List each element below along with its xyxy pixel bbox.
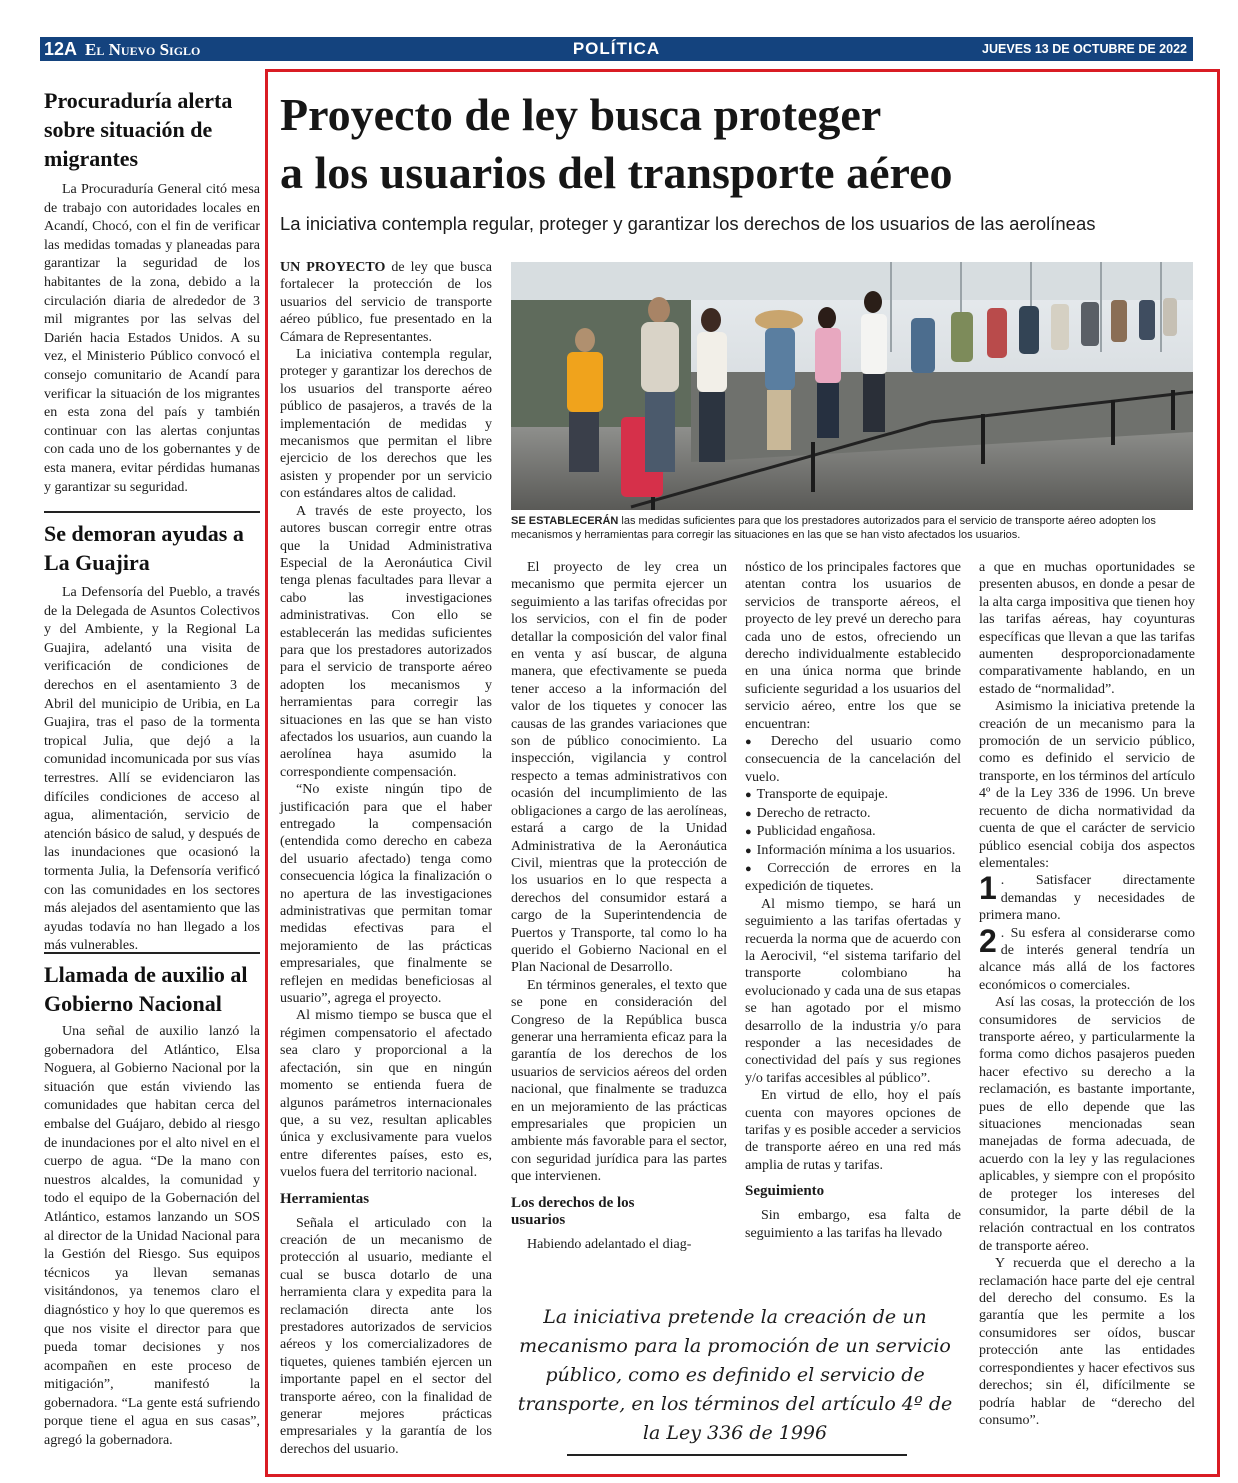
page-number: 12A (44, 39, 78, 59)
sidebar-story-guajira (44, 519, 260, 956)
rights-list-item: ● Derecho del usuario como consecuencia de la cancelación del vuelo. (745, 733, 961, 786)
sidebar-story-title: Se demoran ayudas a La Guajira (44, 521, 244, 575)
sidebar-story-title: Llamada de auxilio al Gobierno Nacional (44, 962, 248, 1016)
newspaper-name: El Nuevo Siglo (85, 40, 201, 59)
article-paragraph: Habiendo adelantado el diag- (527, 1236, 692, 1252)
headline-line-1: Proyecto de ley busca proteger (280, 89, 882, 140)
numbered-item-number: 2 (979, 924, 997, 959)
section-name: POLÍTICA (572, 39, 661, 58)
article-paragraph: Al mismo tiempo se busca que el régimen compensatorio el afectado sea claro y proporcional a la afectación, sin que en ningún momento se entienda fuera de algunos parámetros internacionales que, a su vez, resultan aplicables única y exclusivamente para vuelos entre diferentes países, esto es, vuelos fuera del territorio nacional. (280, 1008, 492, 1181)
sidebar-story-procuraduria (44, 86, 260, 497)
section-heading-herramientas: Herramientas (280, 1190, 370, 1207)
rights-list-item: ● Transporte de equipaje. (745, 786, 961, 804)
article-headline (280, 86, 1210, 202)
article-column-1 (280, 259, 492, 1458)
sidebar-story-title: Procuraduría alerta sobre situación de migrantes (44, 88, 233, 171)
issue-date: JUEVES 13 DE OCTUBRE DE 2022 (982, 42, 1187, 56)
article-paragraph: a que en muchas oportunidades se presenten abusos, en donde a pesar de la alta carga impositiva que tienen hoy las tarifas aéreas, hay coyunturas específicas que llevan a que las tarifas aumenten desproporcionadamente comparativamente hablando, en un estado de “normalidad”. (979, 560, 1195, 697)
photo-caption: SE ESTABLECERÁN las medidas suficientes para que los prestadores autorizados para el servicio de transporte aéreo adopten los mecanismos y herramientas para corregir las situaciones en las que se han visto afectados los usuarios. (511, 515, 1156, 541)
article-column-4 (979, 559, 1195, 1429)
pull-quote-rule (567, 1454, 907, 1456)
page-header-bar (40, 37, 1193, 61)
numbered-item-number: 1 (979, 872, 997, 907)
article-paragraph: Asimismo la iniciativa pretende la creación de un mecanismo para la promoción de un servicio público, como es definido el servicio de transporte, en los términos del artículo 4º de la Ley 336 de 1996. Un breve recuento de dicha normatividad da cuenta de que el carácter de servicio público esencial cobija dos aspectos elementales: (979, 699, 1195, 871)
sidebar-divider (44, 511, 260, 513)
numbered-item-2: 2 . Su esfera al considerarse como de interés general tendría un alcance más allá de los factores económicos o comerciales. (979, 924, 1195, 993)
airport-queue-photo (511, 262, 1193, 510)
article-paragraph: La iniciativa contempla regular, proteger y garantizar los derechos de los usuarios del transporte aéreo público de pasajeros, a través de la implementación de medidas y mecanismos que permitan el libre ejercicio de los derechos que les asisten y propender por un servicio con estándares altos de calidad. (280, 347, 492, 502)
article-subheadline: La iniciativa contempla regular, proteger y garantizar los derechos de los usuarios de las aerolíneas (280, 213, 1096, 234)
rights-list-item: ● Corrección de errores en la expedición de tiquetes. (745, 860, 961, 896)
photo-caption-lead: SE ESTABLECERÁN (511, 515, 619, 527)
article-paragraph: A través de este proyecto, los autores buscan corregir entre otras que la Unidad Administrativa Especial de la Aeronáutica Civil tenga plenas facultades para llevar a cabo las investigaciones administrativas. Con ello se establecerán las medidas suficientes para que los prestadores autorizados para el servicio de transporte aéreo adopten los mecanismos y herramientas para corregir las situaciones en las que se han visto afectados los usuarios, aun cuando la aerolínea haya asumido la correspondiente compensación. (280, 503, 492, 780)
section-heading-derechos: Los derechos de los usuarios (511, 1194, 635, 1228)
article-paragraph: Así las cosas, la protección de los consumidores de servicios de transporte aéreo, y particularmente la forma como dichos pasajeros pueden hacer efectivo su derecho a la reclamación, es bastante importante, pues de ello depende que las situaciones mencionadas sean manejadas de forma adecuada, de acuerdo con la ley y las regulaciones aplicables, y siempre con el propósito de proteger los intereses del consumidor, la parte débil de la relación contractual en los contratos de transporte aéreo. (979, 995, 1195, 1254)
article-paragraph: Y recuerda que el derecho a la reclamación hace parte del eje central del derecho del consumo. Es la garantía que les permite a los consumidores ser oídos, buscar protección ante las entidades correspondientes y hacer efectivos sus derechos; sin él, difícilmente se podría hablar de “derecho del consumo”. (979, 1256, 1195, 1428)
article-paragraph: Sin embargo, esa falta de seguimiento a las tarifas ha llevado (745, 1208, 961, 1241)
sidebar-story-body: La Procuraduría General citó mesa de trabajo con autoridades locales en Acandí, Chocó, con el fin de verificar las medidas tomadas y planeadas para garantizar la seguridad de los habitantes de la zona, debido a la circulación diaria de alrededor de 3 mil migrantes por las selvas del Darién hacia Estados Unidos. A su vez, el Ministerio Público convocó el consejo comunitario de Acandí para verificar la situación de los migrantes en esta zona del país y también continuar con las alertas conjuntas con cada uno de los gobernantes y de esta manera, evitar pérdidas humanas y garantizar su seguridad. (44, 182, 260, 495)
article-paragraph: Señala el articulado con la creación de un mecanismo de protección al usuario, mediante el cual se busca dotarlo de una herramienta clara y expedita para la reclamación directa ante los prestadores autorizados de servicios aéreos y los comercializadores de tiquetes, quienes también ejercen un importante papel en el sector del transporte aéreo, con la finalidad de generar mejores prácticas empresariales y la garantía de los derechos del usuario. (280, 1215, 492, 1457)
article-column-2 (511, 559, 727, 1253)
article-paragraph: “No existe ningún tipo de justificación para que el haber entregado la compensación (entendida como derecho en cabeza del usuario afectado) tenga como consecuencia lógica la finalización o no apertura de las investigaciones administrativas que permitan tomar medidas efectivas para el mejoramiento de las prácticas empresariales, que finalmente se reflejen en medidas beneficiosas al usuario”, agrega el proyecto. (280, 782, 492, 1007)
sidebar-story-body: La Defensoría del Pueblo, a través de la Delegada de Asuntos Colectivos y del Ambiente, y la Regional La Guajira, adelantó una visita de verificación de condiciones de derechos en el asentamiento 3 de Abril del municipio de Uribia, en La Guajira, tras el paso de la tormenta tropical Julia, que dejó a la comunidad incomunicada por sus vías terrestres. Allí se evidenciaron las difíciles condiciones de acceso al agua, alimentación, servicio de atención básico de salud, y después de las inundaciones que ocasionó la tormenta Julia, la Defensoría verificó con las comunidades en los sectores más alejados del asentamiento que las ayudas todavía no han llegado a los más vulnerables. (44, 585, 260, 954)
article-paragraph: UN PROYECTO de ley que busca fortalecer la protección de los usuarios del servicio de transporte aéreo público, fue presentado en la Cámara de Representantes. (280, 260, 492, 345)
article-lead-word: UN PROYECTO (280, 260, 386, 275)
article-photo (511, 262, 1193, 510)
article-paragraph: El proyecto de ley crea un mecanismo que permita ejercer un seguimiento a las tarifas ofrecidas por los servicios, con el fin de poder detallar la composición del valor final en venta y así buscar, de alguna manera, que efectivamente se pueda tener acceso a la información del valor de los tiquetes y conocer las causas de las grandes variaciones que son de público conocimiento. La inspección, vigilancia y control respecto a temas administrativos con ocasión del incumplimiento de las obligaciones a cargo de las aerolíneas, estará a cargo de la Unidad Administrativa de la Aeronáutica Civil, mientras que la protección de los usuarios en lo que respecta a derechos del consumidor estará a cargo de la Superintendencia de Puertos y Transporte, tal como lo ha querido el Gobierno Nacional en el Plan Nacional de Desarrollo. (511, 560, 727, 976)
rights-list-item: ● Derecho de retracto. (745, 805, 961, 823)
sidebar-story-auxilio (44, 960, 260, 1451)
article-paragraph: En términos generales, el texto que se pone en consideración del Congreso de la República busca generar una herramienta eficaz para la garantía de los derechos de los usuarios de servicios aéreos del orden nacional, que finalmente se traduzca en un mejoramiento de las prácticas empresariales que propicien un ambiente más favorable para el sector, con seguridad jurídica para las partes que intervienen. (511, 977, 727, 1185)
article-paragraph: En virtud de ello, hoy el país cuenta con mayores opciones de tarifas y es posible acceder a servicios de transporte aéreo en una red más amplia de rutas y tarifas. (745, 1088, 961, 1173)
section-heading-seguimiento: Seguimiento (745, 1183, 825, 1200)
rights-list-item: ● Información mínima a los usuarios. (745, 842, 961, 860)
sidebar-divider (44, 952, 260, 954)
article-paragraph: Al mismo tiempo, se hará un seguimiento a las tarifas ofertadas y recuerda la norma que de acuerdo con la Aerocivil, “el sistema tarifario del transporte colombiano ha evolucionado y cada una de sus etapas se han agotado por el mismo desarrollo de la industria y/o para responder a las necesidades de conectividad del país y sus regiones y/o tarifas accesibles al público”. (745, 896, 961, 1086)
article-column-3 (745, 559, 961, 1242)
headline-line-2: a los usuarios del transporte aéreo (280, 147, 953, 198)
sidebar-story-body: Una señal de auxilio lanzó la gobernadora del Atlántico, Elsa Noguera, al Gobierno Nacional por la situación que están viviendo las comunidades que habitan cerca del embalse del Guájaro, debido al riesgo de inundaciones por el alto nivel en el cuerpo de agua. “De la mano con nuestros alcaldes, la comunidad y todo el equipo de la Gobernación del Atlántico, estamos lanzando un SOS al director de la Unidad Nacional para la Gestión del Riesgo. Sus equipos técnicos ya llevan semanas visitándonos, ya tenemos claro el diagnóstico y hoy lo que queremos es que nos visite el director para que pueda tomar decisiones y nos acompañen en este proceso de mitigación”, manifestó la gobernadora. “La gente está sufriendo porque tiene el agua en sus casas”, agregó la gobernadora. (44, 1024, 260, 1449)
numbered-item-1: 1 . Satisfacer directamente demandas y necesidades de primera mano. (979, 872, 1195, 924)
rights-list-item: ● Publicidad engañosa. (745, 823, 961, 841)
article-paragraph: nóstico de los principales factores que atentan contra los usuarios de servicios de transporte aéreos, el proyecto de ley prevé un derecho para cada uno de estos, ofreciendo un derecho individualmente establecido en una única norma que brinde suficiente seguridad a los usuarios del servicio aéreo, entre los que se encuentran: (745, 560, 961, 732)
pull-quote: La iniciativa pretende la creación de un mecanismo para la promoción de un servicio público, como es definido el servicio de transporte, en los términos del artículo 4º de la Ley 336 de 1996 (517, 1306, 953, 1444)
